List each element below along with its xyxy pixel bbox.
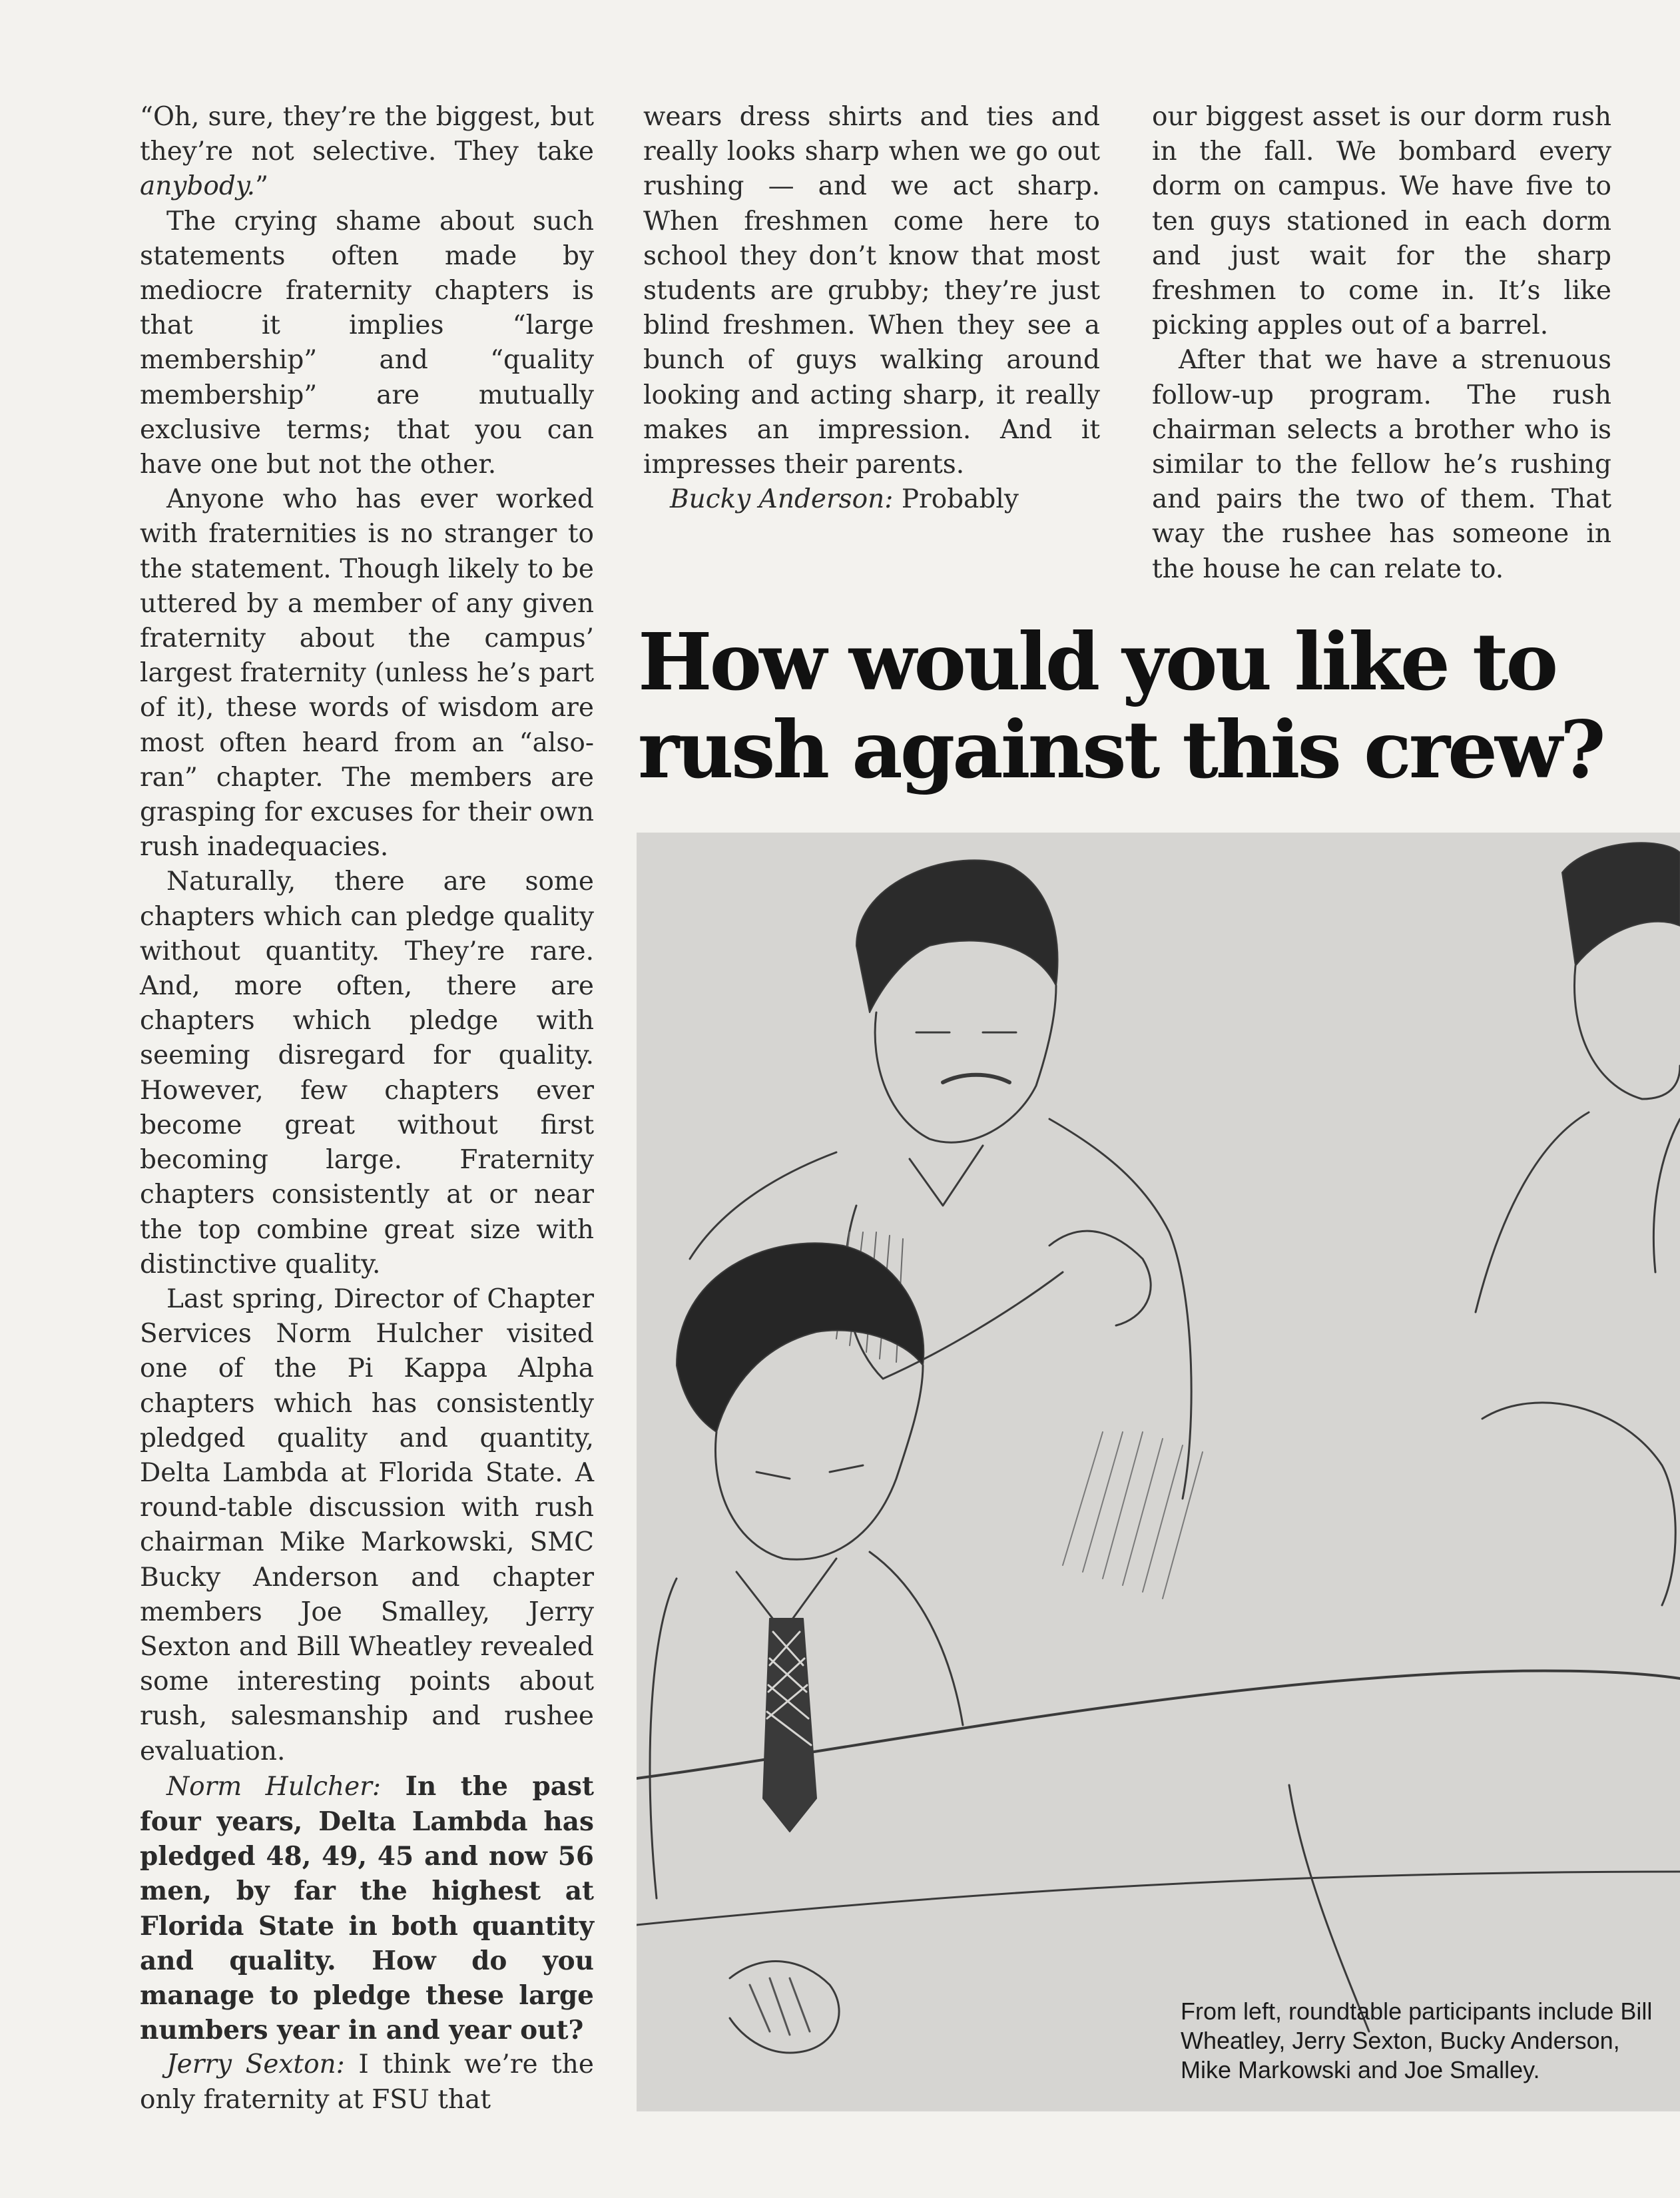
headline-line-1: How would you like to [638, 615, 1556, 708]
right-figure-knee [1482, 1403, 1675, 1605]
headline-line-2: rush against this crew? [638, 703, 1603, 796]
couch-arm [1289, 1785, 1369, 2031]
paragraph: “Oh, sure, they’re the biggest, but they’re not selective. They take anybody.” [140, 102, 594, 202]
right-figure-body [1476, 1112, 1680, 1312]
illustration-caption: From left, roundtable participants include Bill Wheatley, Jerry Sexton, Bucky Anderson, Mike Markowski and Joe Smalley. [1181, 1998, 1653, 2083]
speaker-name: Norm Hulcher: [166, 1771, 382, 1802]
center-figure-hair [856, 860, 1057, 1012]
headline [638, 615, 1663, 796]
paragraph: Last spring, Director of Chapter Services Norm Hulcher visited one of the Pi Kappa Alpha chapters which has consistently pledged quality and quantity, Delta Lambda at Florida State. A round-table discussion with rush chairman Mike Markowski, SMC Bucky Anderson and chapter members Joe Smalley, Jerry Sexton and Bill Wheatley revealed some interesting points about rush, salesmanship and rushee evaluation. [140, 1283, 594, 1766]
center-figure-collar [910, 1146, 983, 1206]
couch-seat [637, 1872, 1680, 1925]
paragraph: Naturally, there are some chapters which can pledge quality without quantity. They’re rare. And, more often, there are chapters which pledge with seeming disregard for quality. However, few chapters ever become great without first becoming large. Fraternity chapters consistently at or near the top combine great size with distinctive quality. [140, 867, 594, 1280]
paragraph: wears dress shirts and ties and really looks sharp when we go out rushing — and we act sharp. When freshmen come here to school they don’t know that most students are grubby; they’re just blind freshmen. When they see a bunch of guys walking around looking and acting sharp, it really makes an impression. And it impresses their parents. [643, 102, 1100, 480]
paragraph: our biggest asset is our dorm rush in the fall. We bombard every dorm on campus. We have five to ten guys stationed in each dorm and just wait for the sharp freshmen to come in. It’s like picking apples out of a barrel. [1152, 102, 1611, 341]
left-figure-hand [730, 1962, 839, 2053]
article-column-1 [140, 100, 594, 2117]
center-figure-face [875, 986, 1056, 1142]
article-column-2 [643, 100, 1100, 517]
interview-question: Norm Hulcher: In the past four years, Delta Lambda has pledged 48, 49, 45 and now 56 men, by far the highest at Florida State in both quantity and quality. How do you manage to pledge these large numbers year in and year out? [140, 1770, 594, 2046]
paragraph: After that we have a strenuous follow-up program. The rush chairman selects a brother who is similar to the fellow he’s rushing and pairs the two of them. That way the rushee has someone in the house he can relate to. [1152, 345, 1611, 584]
left-figure-hair [677, 1243, 924, 1432]
paragraph: The crying shame about such statements often made by mediocre fraternity chapters is that it implies “large membership” and “quality membership” are mutually exclusive terms; that you can have one but not the other. [140, 206, 594, 480]
speaker-name: Bucky Anderson: [670, 484, 894, 515]
interview-answer: Jerry Sexton: I think we’re the only fraternity at FSU that [140, 2049, 594, 2115]
center-figure-mustache [943, 1075, 1009, 1082]
paragraph: Anyone who has ever worked with fraternities is no stranger to the statement. Though likely to be uttered by a member of any given fraternity about the campus’ largest fraternity (unless he’s part of it), these words of wisdom are most often heard from an “also-ran” chapter. The members are grasping for excuses for their own rush inadequacies. [140, 484, 594, 863]
article-column-3 [1152, 100, 1611, 587]
pencil-illustration [637, 833, 1680, 2111]
background-shading [1063, 1432, 1203, 1599]
right-figure-hair [1562, 843, 1680, 966]
right-figure-face [1574, 966, 1680, 1099]
sketch-drawing [637, 833, 1680, 2111]
interview-answer: Bucky Anderson: Probably [670, 484, 1019, 515]
left-figure-eye [756, 1465, 863, 1479]
speaker-name: Jerry Sexton: [166, 2049, 345, 2080]
left-figure-face [715, 1365, 923, 1559]
center-figure-hand [1049, 1231, 1151, 1325]
left-figure-hand-shading [750, 1978, 810, 2035]
